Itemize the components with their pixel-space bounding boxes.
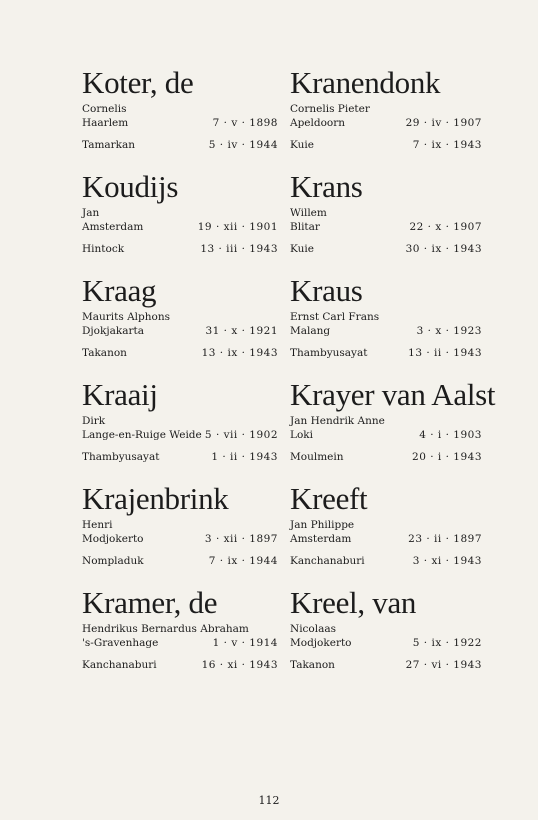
entry	[290, 584, 482, 688]
surname: Koter, de	[82, 65, 194, 100]
death-line	[82, 242, 278, 256]
entry	[290, 480, 482, 584]
birth-line	[82, 116, 278, 130]
death-date: 13 · ii · 1943	[408, 347, 482, 359]
birth-date: 29 · iv · 1907	[405, 117, 482, 129]
surname: Kramer, de	[82, 585, 218, 620]
death-place: Tamarkan	[82, 139, 136, 151]
birth-line	[82, 428, 278, 442]
death-line	[290, 554, 482, 568]
surname: Kraag	[82, 273, 157, 308]
birth-date: 7 · v · 1898	[212, 117, 278, 129]
death-date: 27 · vi · 1943	[405, 659, 482, 671]
given-names: Jan Hendrik Anne	[290, 415, 385, 427]
birth-date: 31 · x · 1921	[205, 325, 278, 337]
death-line	[290, 242, 482, 256]
death-line	[82, 554, 278, 568]
surname: Kreel, van	[290, 585, 417, 620]
death-place: Moulmein	[290, 451, 344, 463]
death-place: Thambyusayat	[290, 347, 368, 359]
birth-place: Lange-en-Ruige Weide	[82, 429, 202, 441]
entry	[82, 272, 278, 376]
given-names: Hendrikus Bernardus Abraham	[82, 623, 249, 635]
birth-place: Blitar	[290, 221, 320, 233]
death-line	[290, 138, 482, 152]
given-names: Henri	[82, 519, 113, 531]
death-date: 3 · xi · 1943	[412, 555, 482, 567]
birth-date: 23 · ii · 1897	[408, 533, 482, 545]
death-date: 7 · ix · 1943	[412, 139, 482, 151]
death-place: Thambyusayat	[82, 451, 160, 463]
entry	[290, 272, 482, 376]
death-line	[82, 138, 278, 152]
left-column	[82, 64, 278, 688]
birth-date: 3 · xii · 1897	[204, 533, 278, 545]
death-date: 20 · i · 1943	[412, 451, 482, 463]
entry	[82, 480, 278, 584]
death-place: Kanchanaburi	[82, 659, 157, 671]
death-date: 13 · ix · 1943	[201, 347, 278, 359]
surname: Krans	[290, 169, 363, 204]
birth-line	[82, 636, 278, 650]
entry	[82, 64, 278, 168]
birth-date: 5 · vii · 1902	[204, 429, 278, 441]
death-line	[82, 658, 278, 672]
death-date: 7 · ix · 1944	[208, 555, 278, 567]
birth-date: 1 · v · 1914	[212, 637, 278, 649]
death-line	[82, 450, 278, 464]
given-names: Ernst Carl Frans	[290, 311, 380, 323]
death-line	[82, 346, 278, 360]
surname: Kraus	[290, 273, 363, 308]
given-names: Nicolaas	[290, 623, 337, 635]
entry	[290, 168, 482, 272]
birth-date: 22 · x · 1907	[409, 221, 482, 233]
entry	[82, 168, 278, 272]
given-names: Jan	[82, 207, 100, 219]
right-column	[290, 64, 496, 688]
death-place: Kuie	[290, 139, 314, 151]
birth-place: Amsterdam	[290, 533, 352, 545]
death-date: 13 · iii · 1943	[200, 243, 278, 255]
death-date: 16 · xi · 1943	[201, 659, 278, 671]
entry	[82, 584, 278, 688]
death-place: Kuie	[290, 243, 314, 255]
birth-place: Modjokerto	[290, 637, 352, 649]
death-place: Hintock	[82, 243, 125, 255]
death-date: 1 · ii · 1943	[211, 451, 278, 463]
death-place: Takanon	[82, 347, 127, 359]
death-line	[290, 658, 482, 672]
given-names: Dirk	[82, 415, 106, 427]
death-line	[290, 450, 482, 464]
given-names: Willem	[290, 207, 327, 219]
page-number: 112	[258, 794, 280, 807]
surname: Krayer van Aalst	[290, 377, 496, 412]
death-place: Nompladuk	[82, 555, 144, 567]
birth-line	[290, 532, 482, 546]
birth-place: Modjokerto	[82, 533, 144, 545]
birth-line	[82, 324, 278, 338]
death-place: Takanon	[290, 659, 335, 671]
birth-place: Malang	[290, 325, 331, 337]
birth-line	[290, 324, 482, 338]
birth-place: Apeldoorn	[290, 117, 346, 129]
entry	[290, 376, 496, 480]
birth-line	[82, 220, 278, 234]
birth-place: 's-Gravenhage	[82, 637, 159, 649]
birth-line	[290, 428, 482, 442]
birth-date: 19 · xii · 1901	[197, 221, 278, 233]
surname: Krajenbrink	[82, 481, 229, 516]
surname: Kraaij	[82, 377, 158, 412]
given-names: Cornelis	[82, 103, 127, 115]
death-date: 30 · ix · 1943	[405, 243, 482, 255]
surname: Kranendonk	[290, 65, 441, 100]
birth-line	[290, 636, 482, 650]
birth-line	[290, 116, 482, 130]
birth-date: 5 · ix · 1922	[412, 637, 482, 649]
birth-place: Loki	[290, 429, 314, 441]
given-names: Maurits Alphons	[82, 311, 170, 323]
surname: Kreeft	[290, 481, 368, 516]
entry	[82, 376, 278, 480]
given-names: Cornelis Pieter	[290, 103, 370, 115]
birth-line	[82, 532, 278, 546]
given-names: Jan Philippe	[290, 519, 355, 531]
death-date: 5 · iv · 1944	[208, 139, 278, 151]
surname: Koudijs	[82, 169, 179, 204]
birth-place: Djokjakarta	[82, 325, 144, 337]
death-line	[290, 346, 482, 360]
birth-place: Amsterdam	[82, 221, 144, 233]
birth-date: 3 · x · 1923	[416, 325, 482, 337]
birth-place: Haarlem	[82, 117, 129, 129]
birth-date: 4 · i · 1903	[419, 429, 482, 441]
birth-line	[290, 220, 482, 234]
entry	[290, 64, 482, 168]
death-place: Kanchanaburi	[290, 555, 365, 567]
